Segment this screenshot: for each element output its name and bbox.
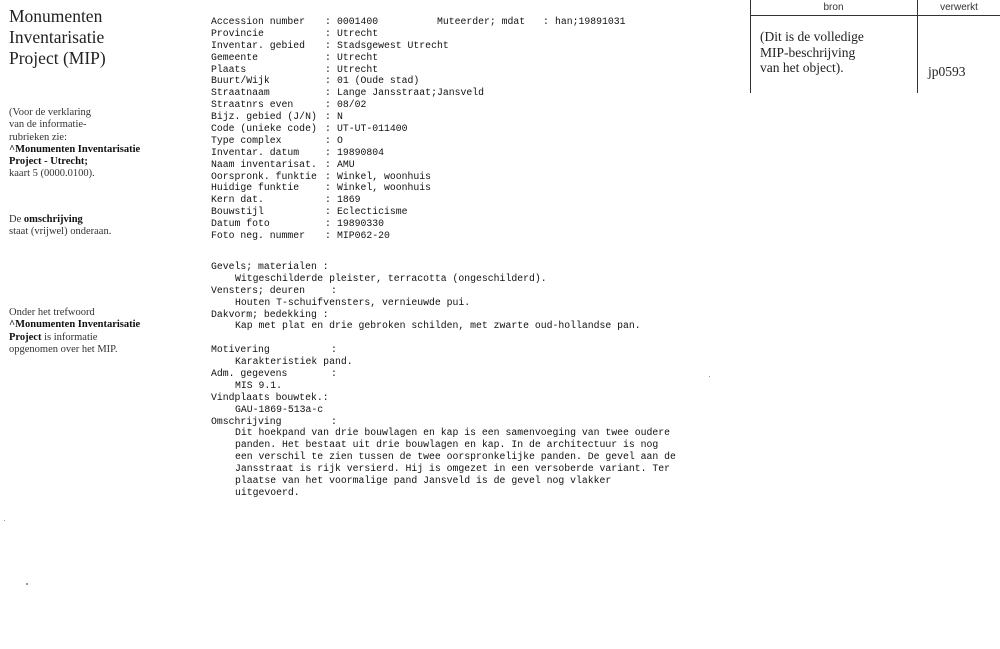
field-separator: : [325, 87, 331, 99]
record-row-accession [211, 16, 626, 28]
description-line: panden. Het bestaat uit drie bouwlagen en kap. In de architectuur is nog [235, 439, 659, 451]
field-label: Buurt/Wijk [211, 75, 270, 87]
field-separator: : [325, 99, 331, 111]
note-line: van de informatie- [9, 119, 87, 131]
bron-line: (Dit is de volledige [760, 29, 864, 44]
field-separator: : [543, 16, 549, 27]
field-value: Eclecticisme [337, 206, 408, 218]
scan-speck [709, 376, 710, 377]
section-value: Kap met plat en drie gebroken schilden, met zwarte oud-hollandse pan. [235, 320, 641, 332]
field-separator: : [325, 194, 331, 206]
section-value: MIS 9.1. [235, 379, 283, 391]
description-line: een verschil te zien tussen de twee oorspronkelijke panden. De gevel aan de [235, 451, 676, 463]
keyword-note [9, 307, 199, 356]
field-separator: : [325, 123, 331, 135]
verwerkt-header: verwerkt [940, 2, 978, 13]
field-value: Utrecht [337, 27, 379, 39]
field-label: Datum foto [211, 218, 270, 230]
field-value: UT-UT-011400 [337, 123, 408, 135]
scan-speck [26, 583, 28, 585]
record-fields [211, 16, 626, 242]
field-separator: : [331, 415, 337, 427]
field-label: Oorspronk. funktie [211, 170, 317, 182]
record-row [211, 64, 626, 76]
field-value: Utrecht [337, 63, 379, 75]
field-value: AMU [337, 158, 355, 170]
bron-line: van het object). [760, 60, 844, 75]
section-heading [211, 368, 731, 380]
note-line: kaart 5 (0000.0100). [9, 168, 95, 180]
field-separator: : [325, 146, 331, 158]
record-row [211, 99, 626, 111]
field-separator: : [331, 344, 337, 356]
note-line: (Voor de verklaring [9, 107, 92, 118]
field-value: han;19891031 [555, 16, 626, 27]
field-separator: : [325, 16, 331, 27]
field-separator: : [325, 111, 331, 123]
title-line-2: Inventarisatie [9, 27, 105, 47]
field-label: Provincie [211, 27, 264, 39]
field-separator: : [331, 284, 337, 296]
field-separator: : [331, 368, 337, 380]
title-line-3: Project (MIP) [9, 48, 106, 68]
note-text: is informatie [41, 331, 98, 343]
note-line: Onder het trefwoord [9, 307, 95, 318]
record-row [211, 230, 626, 242]
header-rule [750, 15, 1000, 16]
source-box [750, 0, 1000, 93]
field-value: 08/02 [337, 99, 367, 111]
title-line-1: Monumenten [9, 6, 103, 26]
field-label: Muteerder; mdat [437, 16, 526, 27]
note-line: rubrieken zie: [9, 131, 68, 143]
note-keyword: omschrijving [23, 214, 83, 225]
verwerkt-value: jp0593 [928, 64, 966, 79]
field-separator: : [325, 206, 331, 218]
field-value: 0001400 [337, 16, 379, 27]
field-separator: : [325, 27, 331, 39]
field-label: Straatnrs even [211, 99, 294, 111]
field-separator: : [325, 63, 331, 75]
field-value: 01 (Oude stad) [337, 75, 420, 87]
note-keyword: Project [9, 331, 42, 343]
field-value: 19890330 [337, 218, 385, 230]
field-separator: : [325, 134, 331, 146]
field-label: Accession number [211, 16, 306, 27]
bron-text [760, 29, 915, 76]
field-separator: : [325, 75, 331, 87]
record-row [211, 75, 626, 87]
left-column [9, 6, 199, 355]
record-row [211, 40, 626, 52]
field-value: 1869 [337, 194, 361, 206]
section-heading: Vindplaats bouwtek.: [211, 391, 329, 403]
section-value: Witgeschilderde pleister, terracotta (ongeschilderd). [235, 272, 547, 284]
record-sections [211, 261, 731, 499]
section-heading [211, 416, 731, 428]
section-value: Houten T-schuifvensters, vernieuwde pui. [235, 296, 471, 308]
record-row [211, 147, 626, 159]
record-row [211, 135, 626, 147]
field-label: Bouwstijl [211, 206, 264, 218]
description-line: Jansstraat is rijk versierd. Hij is omgezet in een versoberde variant. Ter [235, 463, 671, 475]
note-reference: Project - Utrecht; [9, 156, 88, 168]
scan-speck [4, 520, 5, 521]
description-note [9, 214, 199, 239]
document-title [9, 6, 199, 69]
description-line: uitgevoerd. [235, 486, 300, 498]
bron-line: MIP-beschrijving [760, 44, 856, 60]
record-row [211, 194, 626, 206]
record-row [211, 111, 626, 123]
field-value: Winkel, woonhuis [337, 170, 432, 182]
section-heading [211, 285, 731, 297]
field-value: Lange Jansstraat;Jansveld [337, 87, 484, 99]
field-label: Huidige funktie [211, 182, 300, 194]
section-label: Vensters; deuren [211, 284, 306, 296]
record-row [211, 87, 626, 99]
section-label: Omschrijving [211, 415, 282, 427]
note-reference: ^Monumenten Inventarisatie [9, 319, 141, 331]
field-value: O [337, 134, 343, 146]
note-line: opgenomen over het MIP. [9, 343, 118, 355]
field-value: Stadsgewest Utrecht [337, 39, 449, 51]
field-label: Naam inventarisat. [211, 158, 317, 170]
field-separator: : [325, 182, 331, 194]
field-label: Code (unieke code) [211, 123, 317, 135]
field-separator: : [325, 158, 331, 170]
box-border [750, 0, 751, 93]
section-label: Motivering [211, 344, 270, 356]
field-label: Foto neg. nummer [211, 230, 306, 242]
record-row [211, 52, 626, 64]
note-line: staat (vrijwel) onderaan. [9, 226, 112, 238]
record-row [211, 159, 626, 171]
note-reference: ^Monumenten Inventarisatie [9, 143, 141, 155]
record-row [211, 123, 626, 135]
section-heading [211, 344, 731, 356]
section-value: GAU-1869-513a-c [235, 403, 324, 415]
field-separator: : [325, 218, 331, 230]
record-row [211, 28, 626, 40]
record-row [211, 182, 626, 194]
section-value: Karakteristiek pand. [235, 356, 353, 368]
field-label: Plaats [211, 63, 247, 75]
field-value: Winkel, woonhuis [337, 182, 432, 194]
field-value: MIP062-20 [337, 230, 390, 242]
field-value: N [337, 111, 343, 123]
section-heading: Dakvorm; bedekking : [211, 308, 329, 320]
field-label: Bijz. gebied (J/N) [211, 111, 317, 123]
field-label: Type complex [211, 134, 282, 146]
description-line: plaatse van het voormalige pand Jansveld is de gevel nog vlakker [235, 475, 612, 487]
field-label: Inventar. gebied [211, 39, 306, 51]
field-label: Kern dat. [211, 194, 264, 206]
record-row [211, 171, 626, 183]
bron-header: bron [823, 2, 844, 13]
explanation-note [9, 107, 199, 181]
field-separator: : [325, 230, 331, 242]
description-line: Dit hoekpand van drie bouwlagen en kap is een samenvoeging van twee oudere [235, 427, 671, 439]
field-value: Utrecht [337, 51, 379, 63]
field-separator: : [325, 39, 331, 51]
record-row [211, 218, 626, 230]
field-label: Inventar. datum [211, 146, 300, 158]
section-heading: Gevels; materialen : [211, 261, 329, 272]
field-separator: : [325, 170, 331, 182]
section-label: Adm. gegevens [211, 368, 288, 380]
note-text: De [9, 214, 24, 225]
field-label: Straatnaam [211, 87, 270, 99]
field-label: Gemeente [211, 51, 259, 63]
record-row [211, 206, 626, 218]
box-divider [917, 0, 918, 93]
field-value: 19890804 [337, 146, 385, 158]
field-separator: : [325, 51, 331, 63]
